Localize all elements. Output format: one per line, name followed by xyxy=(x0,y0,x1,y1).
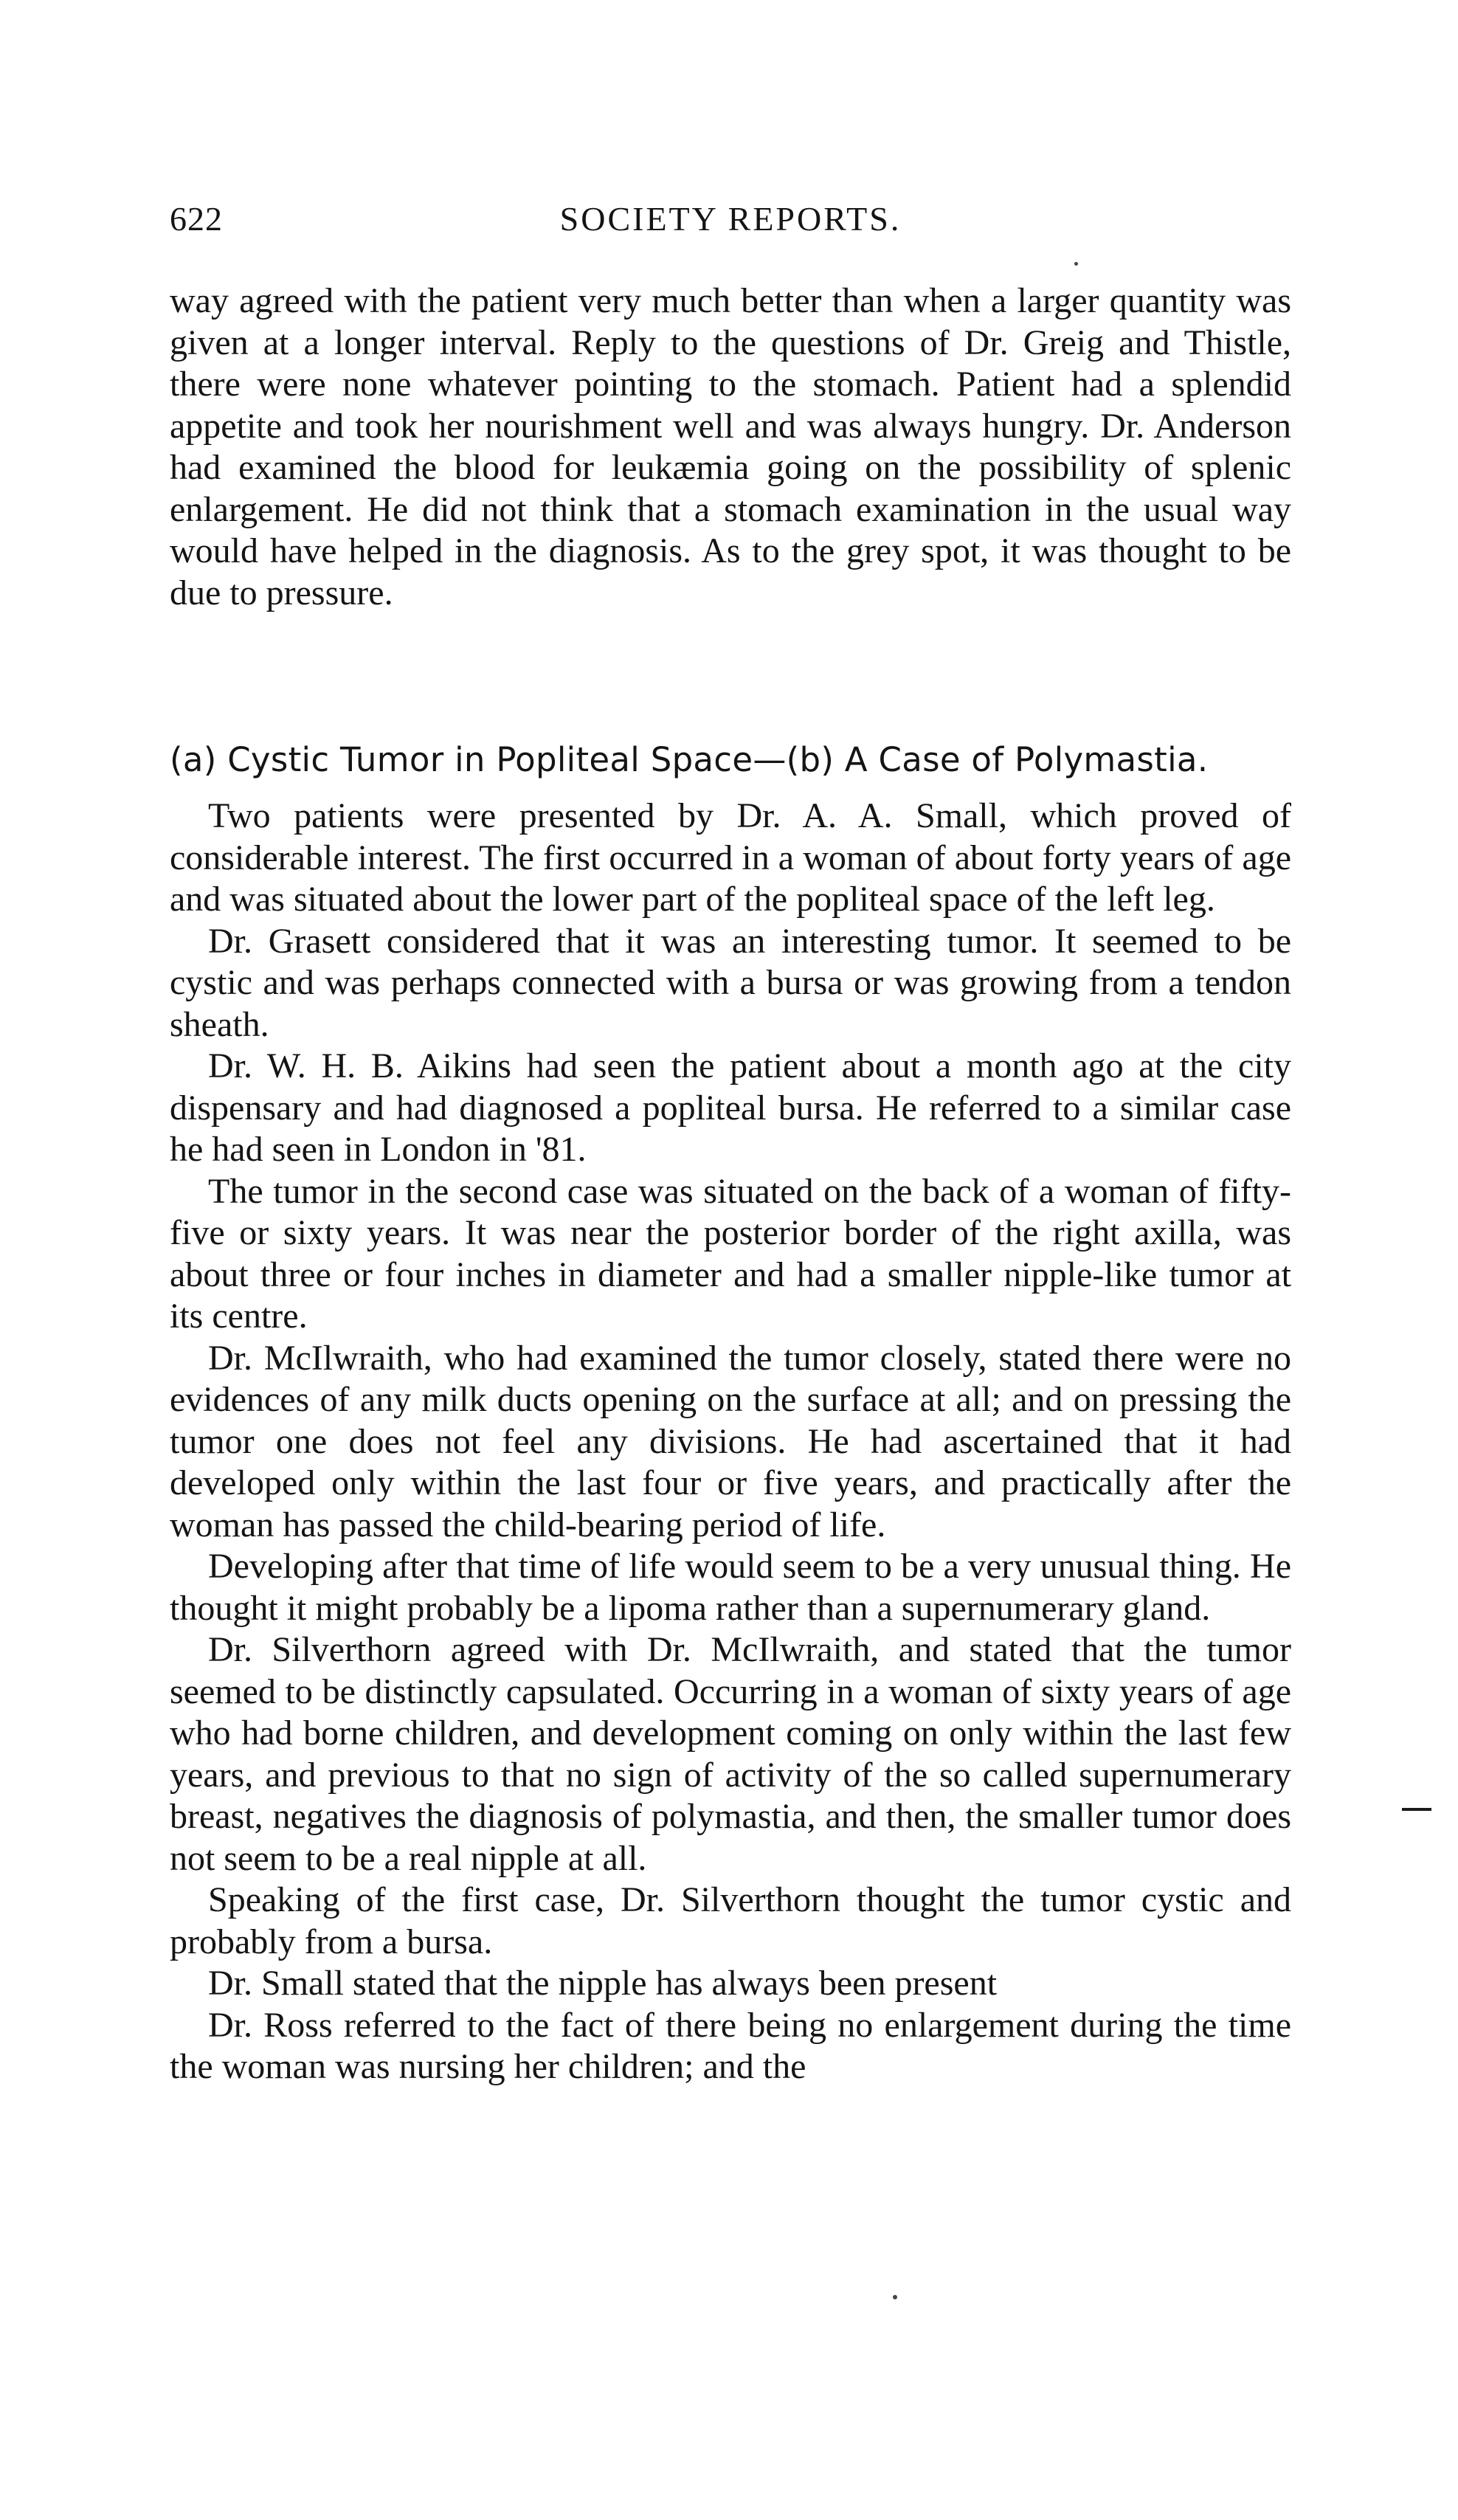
margin-mark xyxy=(1402,1808,1431,1811)
paragraph: Dr. W. H. B. Aikins had seen the patient about a month ago at the city dispensary and had diagnosed a popliteal bursa. He referred to a similar case he had seen in London in '81. xyxy=(170,1046,1291,1169)
paragraph: Dr. Small stated that the nipple has always been present xyxy=(208,1964,998,2003)
paragraph: Dr. Silverthorn agreed with Dr. McIlwraith, and stated that the tumor seemed to be distinctly capsulated. Occurring in a woman of sixty years of age who had borne children, and development coming on only within the last few years, and previous to that no sign of activity of the so called supernumerary breast, negatives the diagnosis of polymastia, and then, the smaller tumor does not seem to be a real nipple at all. xyxy=(170,1630,1291,1878)
continued-paragraph-block xyxy=(170,280,1291,614)
running-title: SOCIETY REPORTS. xyxy=(559,200,902,238)
paragraph: Developing after that time of life would seem to be a very unusual thing. He thought it might probably be a lipoma rather than a supernumerary gland. xyxy=(170,1547,1291,1628)
continued-paragraph: way agreed with the patient very much better than when a larger quantity was given at a longer interval. Reply to the questions of Dr. Greig and Thistle, there were none whatever pointing to the stomach. Patient had a splendid appetite and took her nourishment well and was always hungry. Dr. Anderson had examined the blood for leukæmia going on the possibility of splenic enlargement. He did not think that a stomach examination in the usual way would have helped in the diagnosis. As to the grey spot, it was thought to be due to pressure. xyxy=(170,281,1291,612)
paragraph: Speaking of the first case, Dr. Silverthorn thought the tumor cystic and probably from a bursa. xyxy=(170,1880,1291,1961)
section-heading: (a) Cystic Tumor in Popliteal Space—(b) A Case of Polymastia. xyxy=(170,740,1209,779)
paragraph: Dr. McIlwraith, who had examined the tumor closely, stated there were no evidences of any milk ducts opening on the surface at all; and on pressing the tumor one does not feel any divisions. He had ascertained that it had developed only within the last four or five years, and practically after the woman has passed the child-bearing period of life. xyxy=(170,1338,1291,1544)
paragraph: Dr. Grasett considered that it was an interesting tumor. It seemed to be cystic and was perhaps connected with a bursa or was growing from a tendon sheath. xyxy=(170,921,1291,1044)
paragraph: Two patients were presented by Dr. A. A. Small, which proved of considerable interest. The first occurred in a woman of about forty years of age and was situated about the lower part of the popliteal space of the left leg. xyxy=(170,796,1291,919)
article-body xyxy=(170,795,1291,2088)
print-speck xyxy=(1074,262,1078,266)
page-number: 622 xyxy=(170,200,223,238)
print-speck xyxy=(893,2295,897,2299)
paragraph: Dr. Ross referred to the fact of there being no enlargement during the time the woman was nursing her children; and the xyxy=(170,2005,1291,2086)
page-header xyxy=(170,199,1291,251)
paragraph: The tumor in the second case was situated on the back of a woman of fifty-five or sixty years. It was near the posterior border of the right axilla, was about three or four inches in diameter and had a smaller nipple-like tumor at its centre. xyxy=(170,1171,1291,1336)
section-heading-block xyxy=(170,736,1291,784)
